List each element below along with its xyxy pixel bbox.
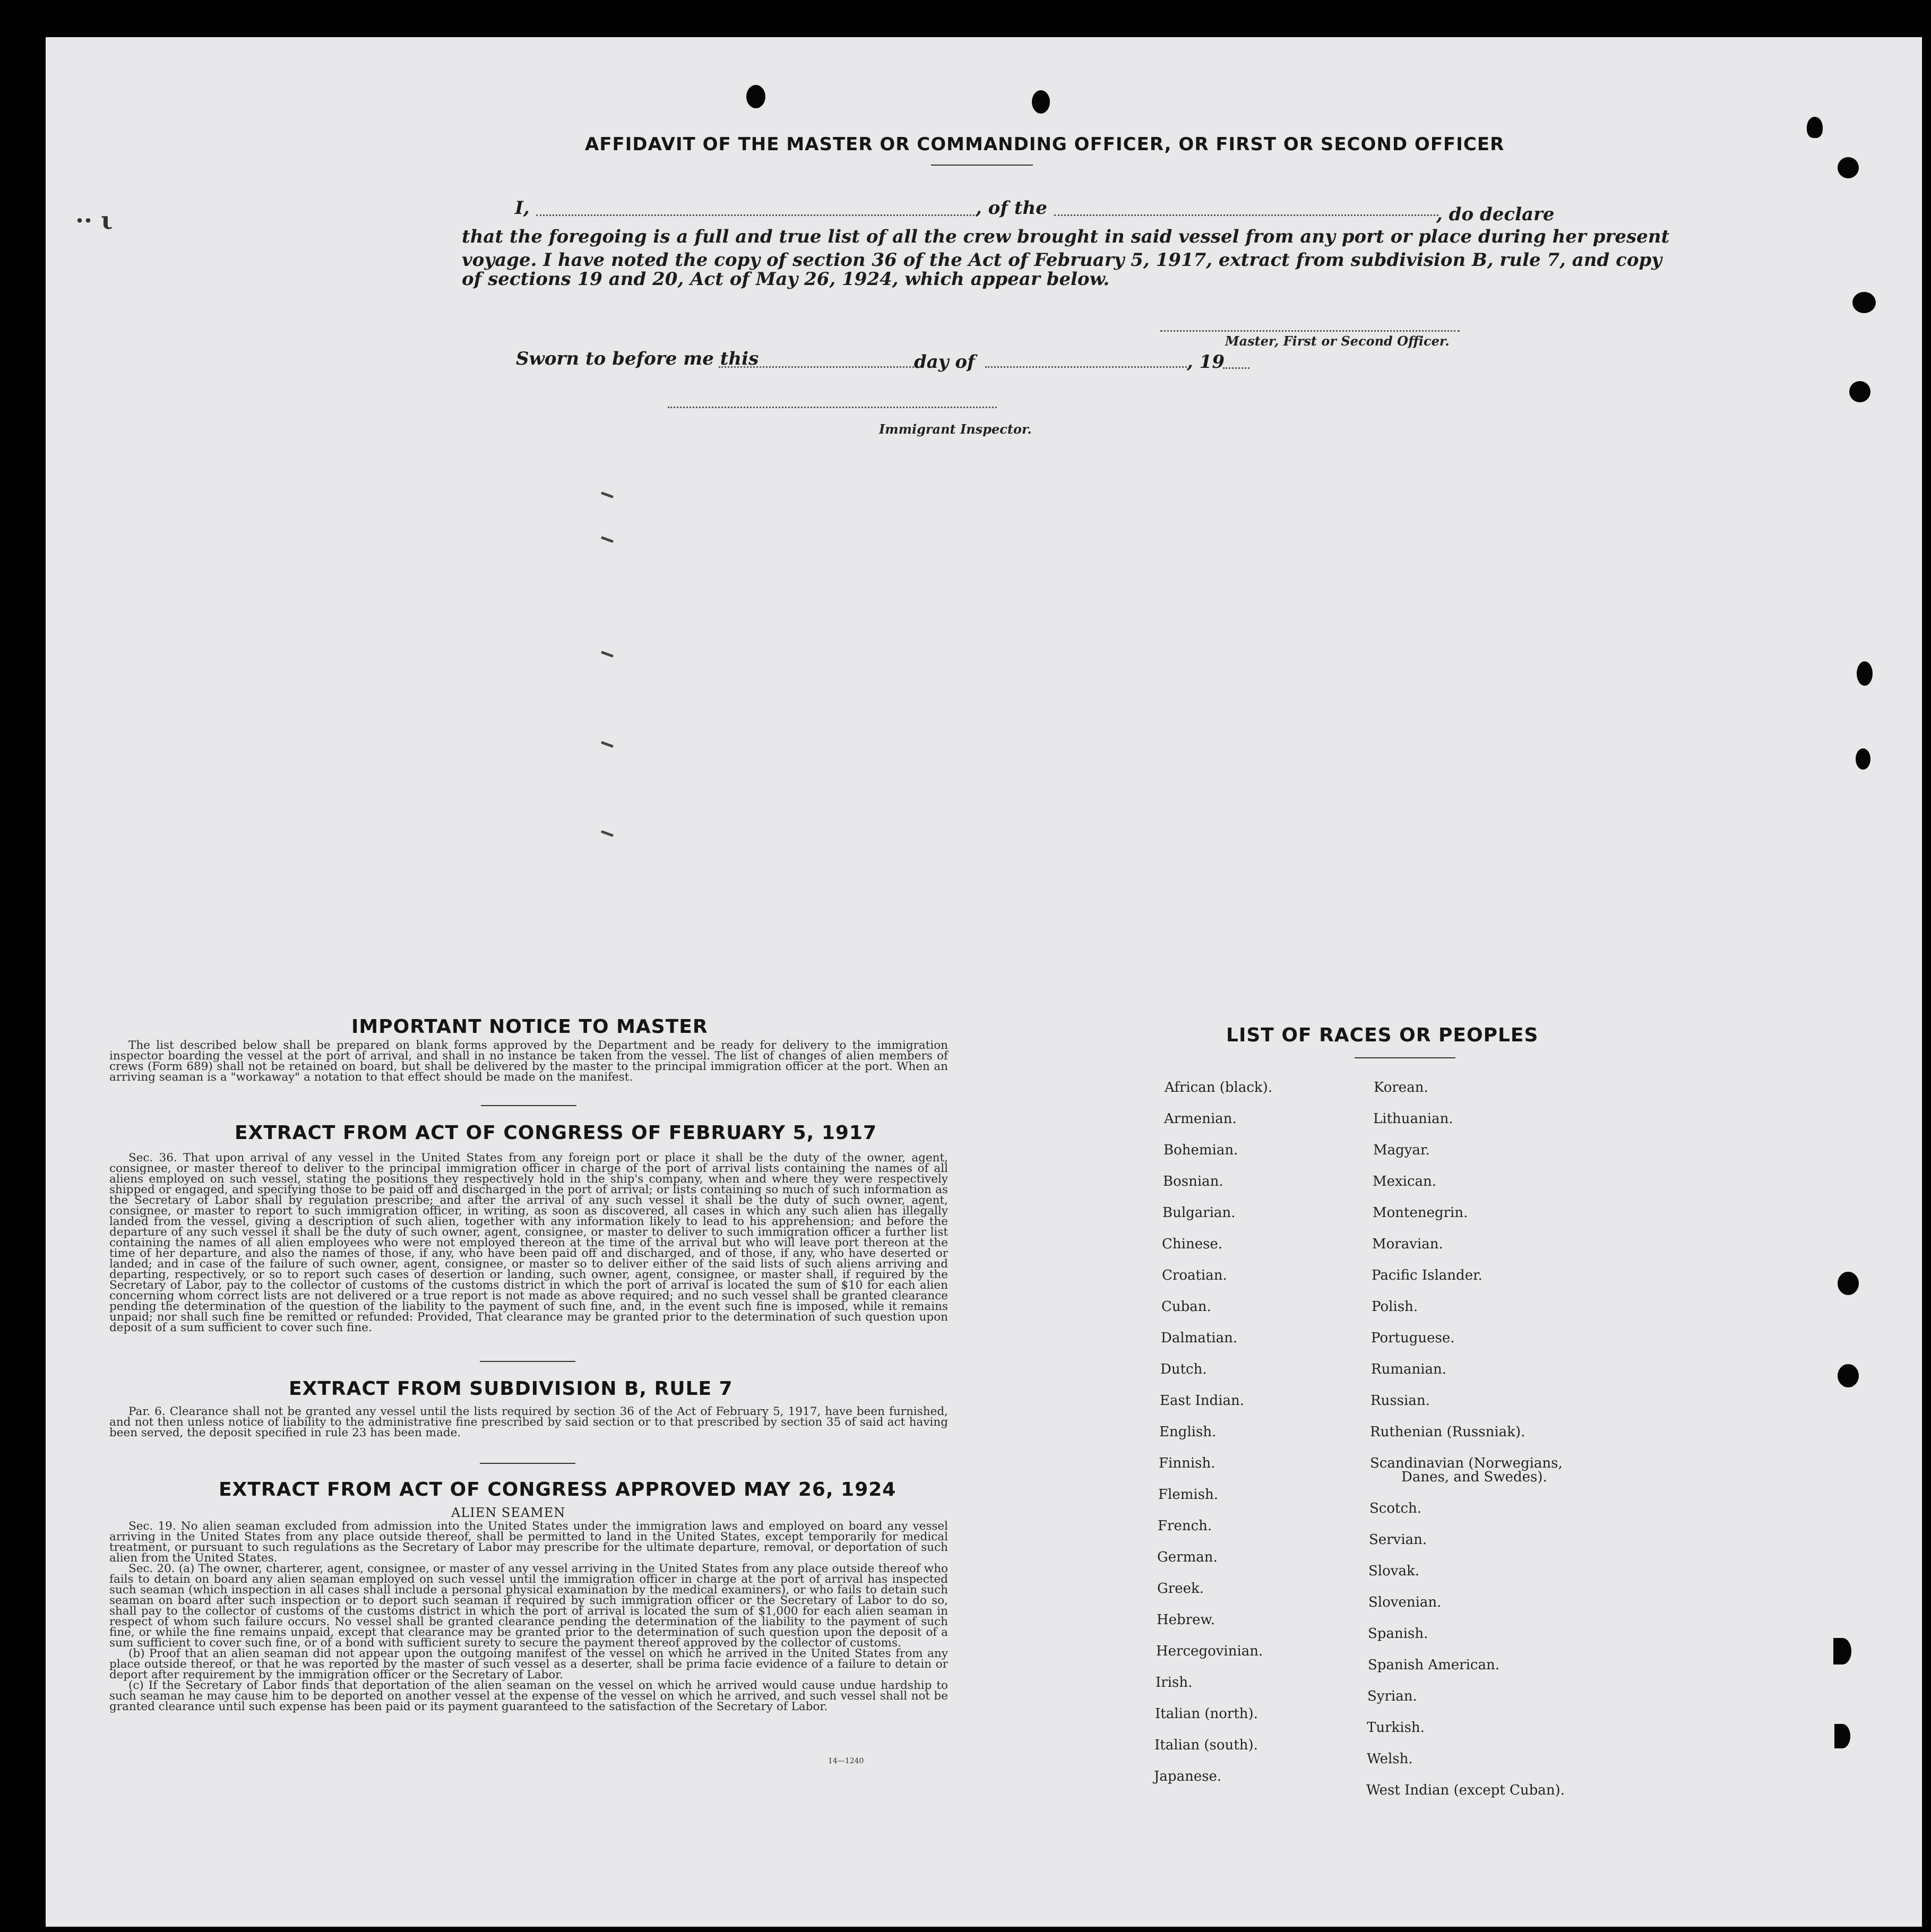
rule7-body [109,1407,948,1438]
races-title-rule [1355,1057,1455,1058]
master-signature-line[interactable] [1160,330,1460,332]
race-item: Italian (north). [1155,1706,1258,1722]
race-item: French. [1158,1518,1212,1534]
race-item: East Indian. [1160,1393,1245,1409]
section-36-text: Sec. 36. That upon arrival of any vessel in the United States from any foreign port or place it shall be the duty of the owner, agent, consignee, or master thereof to deliver to the principal immigration officer in charge of the port of arrival lists containing the names of all aliens employed on such vessel, stating the positions they respectively hold in the ship's company, when and where they were respectively shipped or engaged, and specifying those to be paid off and discharged in the port of arrival; or lists containing so much of such information as the Secretary of Labor shall by regulation prescribe; and after the arrival of any such vessel it shall be the duty of such owner, agent, consignee, or master to report to such immigration officer, in writing, as soon as discovered, all cases in which any such alien has illegally landed from the vessel, giving a description of such alien, together with any information likely to lead to his apprehension; and before the departure of any such vessel it shall be the duty of such owner, agent, consignee, or master to deliver to such immigration officer a further list containing the names of all alien employees who were not employed thereon at the time of the arrival but who will leave port thereon at the time of her departure, and also the names of those, if any, who have been paid off and discharged, and of those, if any, who have deserted or landed; and in case of the failure of such owner, agent, consignee, or master so to deliver either of the said lists of such aliens arriving and departing, respectively, or so to report such cases of desertion or landing, such owner, agent, consignee, or master shall, if required by the Secretary of Labor, pay to the collector of customs of the customs district in which the port of arrival is located the sum of $10 for each alien concerning whom correct lists are not delivered or a true report is not made as above required; and no such vessel shall be granted clearance pending the determination of the question of the liability to the payment of such fine, and, in the event such fine is imposed, while it remains unpaid; nor shall such fine be remitted or refunded: Provided, That clearance may be granted prior to the determination of such question upon deposit of a sum sufficient to cover such fine. [109,1151,948,1334]
extract-1917-title: EXTRACT FROM ACT OF CONGRESS OF FEBRUARY 5, 1917 [235,1122,877,1144]
race-item: Scandinavian (Norwegians, [1370,1455,1563,1471]
race-item: Armenian. [1164,1111,1237,1127]
sworn-prefix: Sworn to before me this [516,348,759,369]
stray-mark [601,830,614,837]
section-rule [480,1361,575,1362]
race-item: Slovenian. [1368,1594,1442,1610]
punch-hole [1833,1638,1851,1664]
inspector-caption: Immigrant Inspector. [879,421,1032,437]
race-item: Slovak. [1368,1563,1419,1579]
race-item: Dutch. [1160,1361,1207,1377]
inspector-signature-line[interactable] [668,407,997,408]
declaration-line-4: of sections 19 and 20, Act of May 26, 1924, which appear below. [462,269,1110,290]
races-title: LIST OF RACES OR PEOPLES [1226,1024,1539,1046]
punch-hole [1838,1364,1859,1387]
sec-19-text: Sec. 19. No alien seaman excluded from admission into the United States under the immigration laws and employed on board any vessel arriving in the United States from any place outside thereof, shall be permitted to land in the United States, except temporarily for medical treatment, or pursuant to such regulations as the Secretary of Labor may prescribe for the ultimate departure, removal, or deportation of such alien from the United States. [109,1520,948,1565]
race-item: African (black). [1165,1080,1273,1096]
notice-body [109,1040,948,1083]
punch-hole [1032,90,1050,114]
race-item: West Indian (except Cuban). [1366,1782,1565,1798]
section-rule [480,1463,575,1464]
par-6-text: Par. 6. Clearance shall not be granted any vessel until the lists required by section 36 of the Act of February 5, 1917, have been furnished, and not then unless notice of liability to the administrative fine prescribed by said section or to that prescribed by section 35 of said act having been served, the deposit specified in rule 23 has been made. [109,1405,948,1439]
name-blank[interactable] [536,214,978,216]
declaration-line-2: that the foregoing is a full and true list of all the crew brought in said vessel from any port or place during her present [462,226,1670,247]
race-item: Montenegrin. [1373,1205,1468,1221]
race-item: Pacific Islander. [1372,1267,1482,1283]
race-item: Bosnian. [1163,1174,1223,1189]
race-item: Bulgarian. [1162,1205,1236,1221]
extract-1917-body [109,1153,948,1333]
section-rule [481,1105,576,1106]
punch-hole [1807,117,1823,138]
notice-text: The list described below shall be prepared on blank forms approved by the Department and be ready for delivery to the immigration inspector boarding the vessel at the port of arrival, and shall in no instance be taken from the vessel. The list of changes of alien members of crews (Form 689) shall not be retained on board, but shall be delivered by the master to the principal immigration officer at the port. When an arriving seaman is a "workaway" a notation to that effect should be made on the manifest. [109,1039,948,1084]
extract-1924-title: EXTRACT FROM ACT OF CONGRESS APPROVED MAY 26, 1924 [219,1479,896,1500]
punch-hole [1834,1724,1850,1748]
extract-1924-body [109,1521,948,1712]
declaration-of-the: , of the [976,197,1047,219]
punch-hole [1857,661,1873,686]
race-item: Flemish. [1158,1487,1219,1503]
race-item: Greek. [1157,1581,1204,1597]
race-item: Spanish American. [1368,1657,1500,1673]
race-item: German. [1157,1549,1218,1565]
declaration-line-3: voyage. I have noted the copy of section 36 of the Act of February 5, 1917, extract from subdivision B, rule 7, and copy [462,249,1662,271]
race-item: Turkish. [1367,1720,1425,1736]
race-item: Russian. [1370,1393,1430,1409]
sworn-day-of: day of [914,351,975,373]
race-item: Rumanian. [1371,1361,1447,1377]
race-item: Servian. [1369,1532,1427,1548]
rule7-title: EXTRACT FROM SUBDIVISION B, RULE 7 [289,1378,733,1400]
margin-mark: ·· ι [75,206,113,235]
declaration-do-declare: , do declare [1436,204,1555,225]
race-item: Italian (south). [1154,1737,1258,1753]
document-page [46,37,1922,1927]
race-item: English. [1159,1424,1217,1440]
race-item: Japanese. [1154,1769,1222,1784]
sworn-year-blank[interactable] [1223,367,1249,369]
race-item: Finnish. [1159,1455,1216,1471]
race-item: Mexican. [1373,1174,1437,1189]
sworn-month-blank[interactable] [985,366,1187,368]
stray-mark [601,741,614,748]
race-item: Irish. [1156,1675,1193,1690]
sworn-year: , 19 [1187,351,1225,373]
sworn-day-blank[interactable] [719,366,914,368]
stray-mark [601,491,614,498]
race-item: Syrian. [1367,1688,1417,1704]
punch-hole [1838,1272,1859,1295]
master-signature-caption: Master, First or Second Officer. [1225,333,1450,349]
race-item: Korean. [1374,1080,1428,1096]
sec-20c-text: (c) If the Secretary of Labor finds that deportation of the alien seaman on the vessel on which he arrived would cause undue hardship to such seaman he may cause him to be deported on another vessel at the expense of the vessel on which he arrived, and such vessel shall not be granted clearance until such expense has been paid or its payment guaranteed to the satisfaction of the Secretary of Labor. [109,1679,948,1713]
race-item: Chinese. [1162,1236,1223,1252]
punch-hole [1852,292,1876,313]
punch-hole [1849,381,1870,402]
affidavit-title-rule [931,165,1033,166]
form-number: 14—1240 [828,1757,864,1765]
sec-20a-text: Sec. 20. (a) The owner, charterer, agent, consignee, or master of any vessel arriving in the United States from any place outside thereof who fails to detain on board any alien seaman employed on such vessel until the immigration officer in charge at the port of arrival has inspected such seaman (which inspection in all cases shall include a personal physical examination by the medical examiners), or who fails to detain such seaman on board after such inspection or to deport such seaman if required by such immigration officer or the Secretary of Labor to do so, shall pay to the collector of customs of the customs district in which the port of arrival is located the sum of $1,000 for each alien seaman in respect of whom such failure occurs. No vessel shall be granted clearance pending the determination of the liability to the payment of such fine, or while the fine remains unpaid, except that clearance may be granted prior to the determination of such question upon the deposit of a sum sufficient to cover such fine, or of a bond with sufficient surety to secure the payment thereof approved by the collector of customs. [109,1562,948,1650]
race-item: Portuguese. [1371,1330,1455,1346]
punch-hole [1856,748,1870,770]
race-item: Welsh. [1367,1751,1413,1767]
punch-hole [1838,157,1859,178]
race-item: Moravian. [1372,1236,1443,1252]
alien-seamen-subtitle: ALIEN SEAMEN [451,1505,566,1520]
stray-mark [601,536,614,543]
declaration-i: I, [515,197,530,219]
race-item: Bohemian. [1163,1142,1238,1158]
race-item: Spanish. [1368,1626,1428,1642]
race-item: Scotch. [1369,1500,1422,1516]
race-item: Lithuanian. [1373,1111,1453,1127]
notice-title: IMPORTANT NOTICE TO MASTER [351,1016,708,1038]
race-item: Hebrew. [1157,1612,1215,1628]
race-item: Hercegovinian. [1156,1643,1263,1659]
race-item: Magyar. [1373,1142,1430,1158]
sec-20b-text: (b) Proof that an alien seaman did not appear upon the outgoing manifest of the vessel on which he arrived in the United States from any place outside thereof, or that he was reported by the master of such vessel as a deserter, shall be prima facie evidence of a failure to detain or deport after requirement by the immigration officer or the Secretary of Labor. [109,1647,948,1681]
affidavit-title: AFFIDAVIT OF THE MASTER OR COMMANDING OFFICER, OR FIRST OR SECOND OFFICER [585,134,1505,155]
punch-hole [746,85,765,108]
race-item: Croatian. [1162,1267,1227,1283]
stray-mark [601,651,614,658]
race-item: Ruthenian (Russniak). [1370,1424,1525,1440]
race-item: Dalmatian. [1161,1330,1238,1346]
race-item: Danes, and Swedes). [1401,1469,1547,1485]
race-item: Cuban. [1161,1299,1211,1315]
race-item: Polish. [1372,1299,1418,1315]
vessel-blank[interactable] [1054,214,1438,216]
